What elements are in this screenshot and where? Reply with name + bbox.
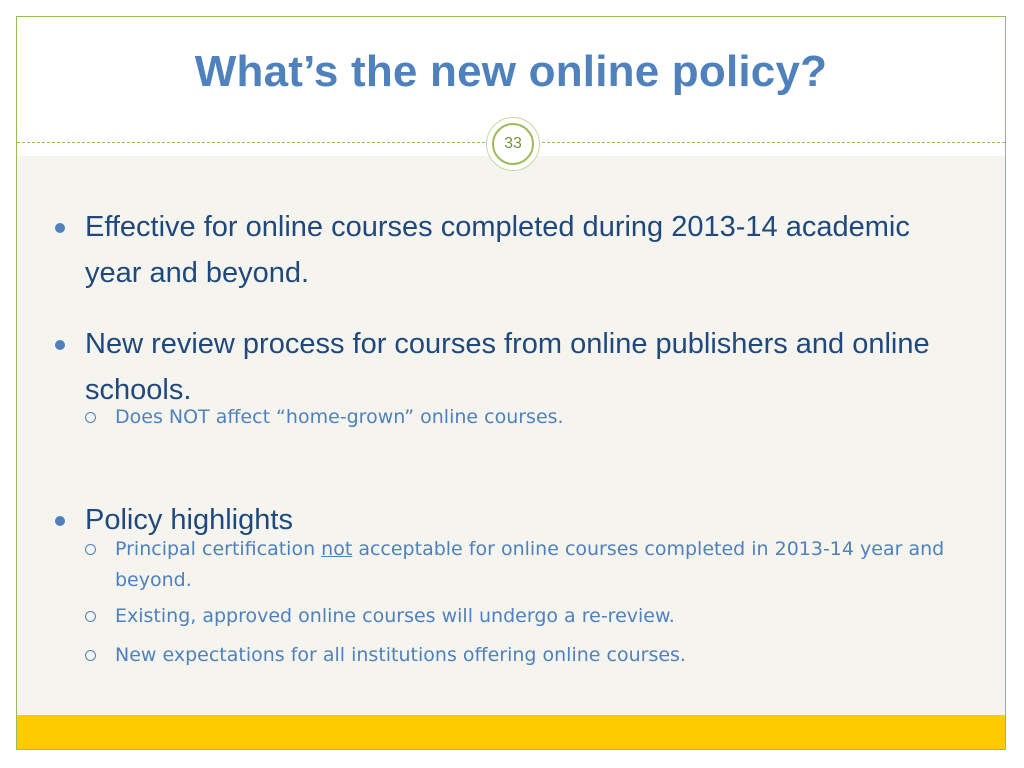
sub-bullet-ring-icon (85, 611, 96, 622)
bullet-dot-icon (55, 340, 65, 350)
sub-bullet-item (85, 640, 945, 671)
sub-bullet-ring-icon (85, 650, 96, 661)
sub-bullet-text: New expectations for all institutions offering online courses. (115, 644, 686, 666)
bullet-item (61, 321, 941, 413)
sub-bullet-text-underlined: not (321, 538, 353, 560)
sub-bullet-ring-icon (85, 412, 96, 423)
page-number-badge (486, 117, 540, 171)
sub-bullet-text: Does NOT affect “home-grown” online courses. (115, 406, 564, 428)
bullet-text: Effective for online courses completed during 2013-14 academic year and beyond. (85, 211, 910, 289)
bullet-text: New review process for courses from online publishers and online schools. (85, 328, 930, 406)
footer-bar (17, 715, 1005, 749)
sub-bullet-text-after: acceptable for online courses completed in 2013-14 year and beyond. (115, 538, 945, 591)
sub-bullet-item (85, 534, 945, 596)
slide (16, 16, 1006, 750)
sub-bullet-text (85, 534, 945, 596)
sub-bullet-ring-icon (85, 544, 96, 555)
sub-bullet-text-before: Principal certification (115, 538, 322, 560)
page-number: 33 (492, 123, 534, 165)
sub-bullet-text: Existing, approved online courses will undergo a re-review. (115, 605, 675, 627)
bullet-item (61, 204, 941, 296)
sub-bullet-item (85, 402, 945, 433)
bullet-text: Policy highlights (85, 504, 293, 536)
content-area (17, 156, 1005, 715)
bullet-dot-icon (55, 516, 65, 526)
slide-title: What’s the new online policy? (194, 47, 828, 96)
sub-bullet-item (85, 601, 945, 632)
bullet-dot-icon (55, 223, 65, 233)
